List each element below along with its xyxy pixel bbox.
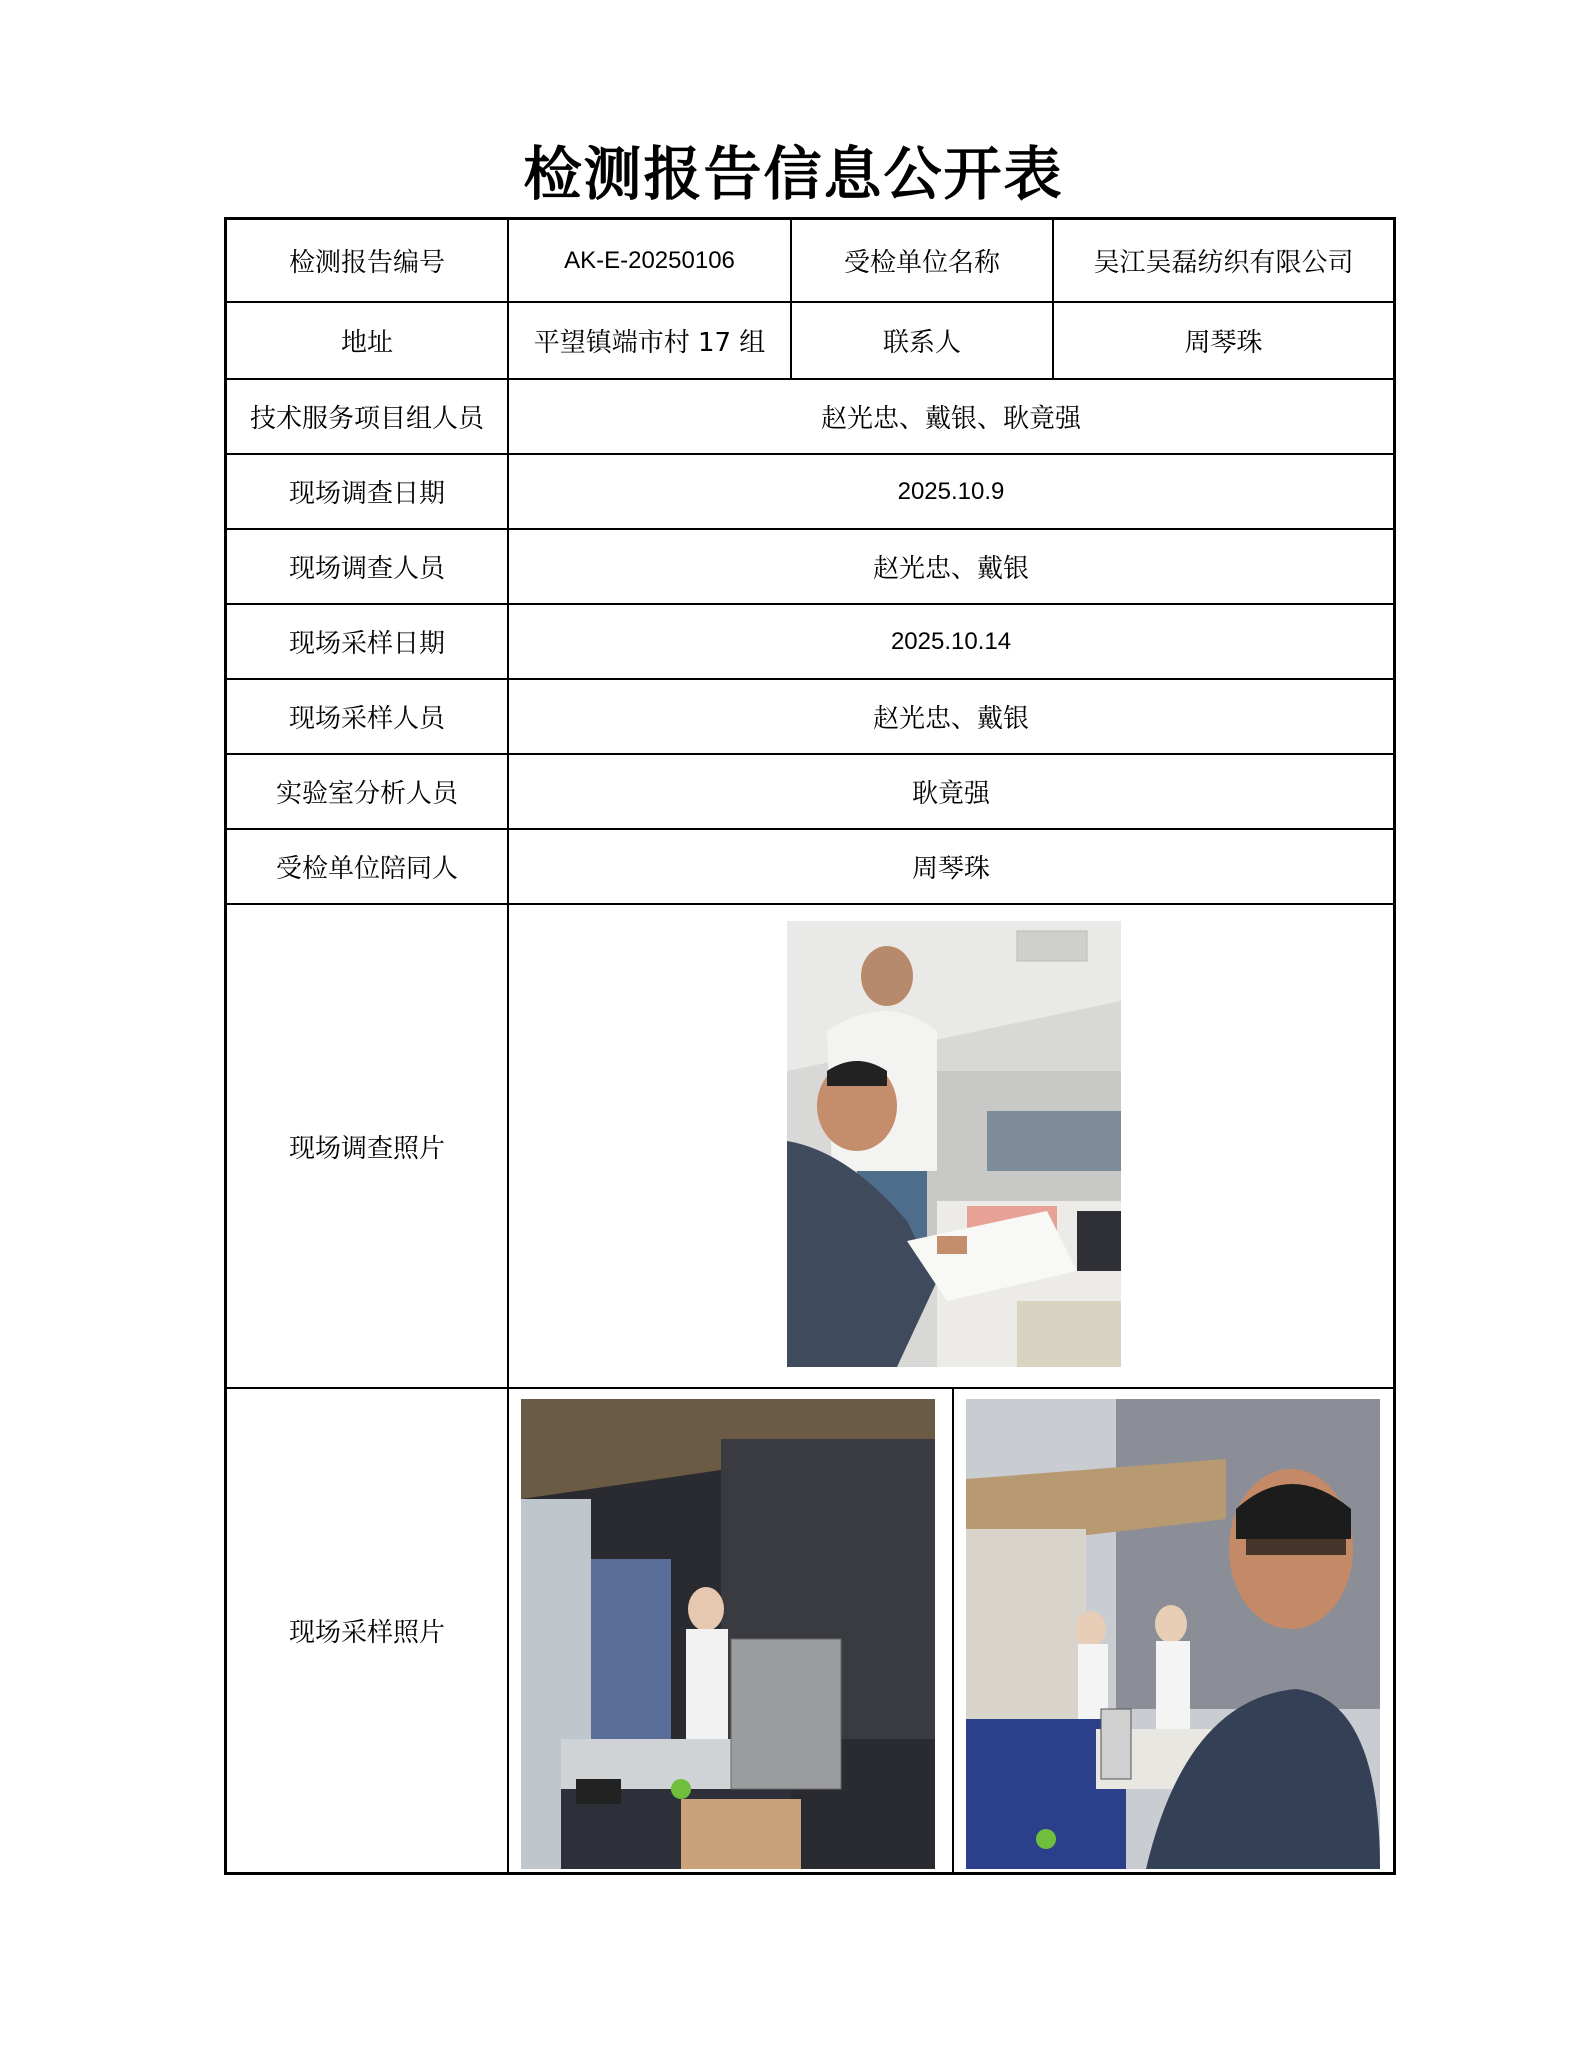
survey-date-value: 2025.10.9 xyxy=(509,455,1393,530)
contact-value: 周琴珠 xyxy=(1054,303,1393,380)
report-no-label: 检测报告编号 xyxy=(227,220,509,303)
sampling-photo-2 xyxy=(966,1399,1380,1869)
report-no-value: AK-E-20250106 xyxy=(509,220,792,303)
sampling-staff-value: 赵光忠、戴银 xyxy=(509,680,1393,755)
survey-staff-value: 赵光忠、戴银 xyxy=(509,530,1393,605)
lab-analyst-label: 实验室分析人员 xyxy=(227,755,509,830)
escort-value: 周琴珠 xyxy=(509,830,1393,905)
address-label: 地址 xyxy=(227,303,509,380)
unit-name-label: 受检单位名称 xyxy=(792,220,1054,303)
escort-label: 受检单位陪同人 xyxy=(227,830,509,905)
team-members-label: 技术服务项目组人员 xyxy=(227,380,509,455)
sampling-date-value: 2025.10.14 xyxy=(509,605,1393,680)
team-members-value: 赵光忠、戴银、耿竟强 xyxy=(509,380,1393,455)
unit-name-value: 吴江吴磊纺织有限公司 xyxy=(1054,220,1393,303)
page-title: 检测报告信息公开表 xyxy=(523,140,1064,208)
sampling-photo-cell-1 xyxy=(509,1389,954,1872)
report-info-table xyxy=(224,217,1396,1875)
survey-photo xyxy=(787,921,1121,1367)
survey-staff-label: 现场调查人员 xyxy=(227,530,509,605)
sampling-photo-cell-2 xyxy=(954,1389,1393,1872)
lab-analyst-value: 耿竟强 xyxy=(509,755,1393,830)
address-value: 平望镇端市村 17 组 xyxy=(509,303,792,380)
sampling-photo-1 xyxy=(521,1399,935,1869)
sampling-photo-label: 现场采样照片 xyxy=(227,1389,509,1872)
survey-photo-label: 现场调查照片 xyxy=(227,905,509,1389)
contact-label: 联系人 xyxy=(792,303,1054,380)
survey-photo-cell xyxy=(509,905,1393,1389)
survey-date-label: 现场调查日期 xyxy=(227,455,509,530)
sampling-date-label: 现场采样日期 xyxy=(227,605,509,680)
sampling-staff-label: 现场采样人员 xyxy=(227,680,509,755)
